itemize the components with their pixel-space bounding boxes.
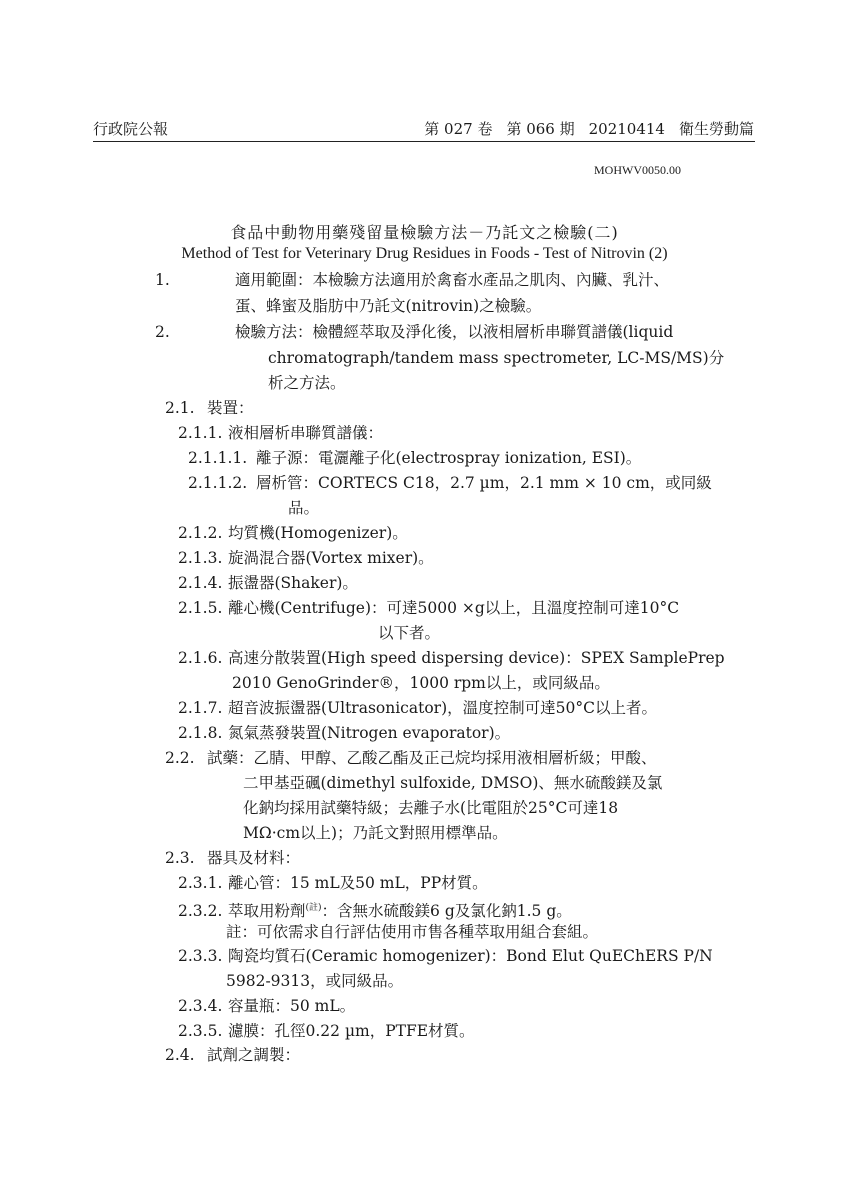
body-line	[178, 598, 679, 618]
body-line	[226, 971, 403, 991]
section-number: 2.1.1.1.	[188, 449, 248, 467]
body-line	[165, 398, 254, 418]
section-number: 2.3.2.	[178, 902, 223, 921]
line-text-continued: ：含無水硫酸鎂6 g及氯化鈉1.5 g。	[321, 902, 572, 921]
body-line	[243, 798, 618, 818]
title-chinese: 食品中動物用藥殘留量檢驗方法－乃託文之檢驗(二)	[230, 223, 619, 242]
line-text: 濾膜：孔徑0.22 µm，PTFE材質。	[228, 1022, 475, 1040]
line-text: 品。	[288, 499, 320, 517]
section-number: 2.3.5.	[178, 1022, 223, 1040]
line-text: 2010 GenoGrinder®，1000 rpm以上，或同級品。	[232, 674, 610, 692]
title-english: Method of Test for Veterinary Drug Residues in Foods - Test of Nitrovin (2)	[181, 245, 668, 262]
body-line	[288, 498, 319, 518]
line-text: 層析管：CORTECS C18，2.7 µm，2.1 mm × 10 cm，或同級	[256, 474, 712, 492]
gazette-name: 行政院公報	[93, 120, 169, 138]
line-text: 高速分散裝置(High speed dispersing device)：SPEX SamplePrep	[228, 649, 725, 667]
body-line	[178, 723, 510, 743]
issue-label: 第 066 期	[506, 120, 575, 138]
body-line	[268, 348, 724, 368]
body-line	[165, 748, 657, 768]
section-number: 2.1.5.	[178, 599, 223, 617]
body-line	[232, 673, 610, 693]
line-text: 析之方法。	[268, 374, 346, 392]
body-line	[178, 873, 488, 893]
body-line	[178, 648, 725, 668]
line-text: 化鈉均採用試藥特級；去離子水(比電阻於25°C可達18	[243, 799, 619, 817]
line-text: 試劑之調製：	[207, 1046, 301, 1064]
line-text: 試藥：乙腈、甲醇、乙酸乙酯及正己烷均採用液相層析級；甲酸、	[207, 749, 657, 767]
line-text: chromatograph/tandem mass spectrometer, LC-MS/MS)分	[268, 349, 725, 367]
line-text: 檢驗方法：檢體經萃取及淨化後，以液相層析串聯質譜儀(liquid	[235, 323, 674, 341]
line-text: 離心機(Centrifuge)：可達5000 ×g以上，且溫度控制可達10°C	[228, 599, 680, 617]
body-line	[178, 946, 713, 966]
line-text: 器具及材料：	[207, 849, 301, 867]
body-line	[178, 898, 572, 921]
line-text: 容量瓶：50 mL。	[228, 997, 356, 1015]
body-line	[155, 322, 673, 342]
line-text: 振盪器(Shaker)。	[228, 574, 358, 592]
body-line	[178, 698, 657, 718]
body-line	[243, 773, 662, 793]
body-line	[268, 373, 346, 393]
body-line	[378, 623, 440, 643]
section-number: 2.3.1.	[178, 874, 223, 892]
body-line	[243, 823, 508, 843]
footnote-marker: (註)	[305, 903, 322, 913]
section-number: 2.2.	[165, 749, 195, 767]
date-label: 20210414	[588, 120, 665, 138]
body-line	[178, 523, 408, 543]
volume-label: 第 027 卷	[424, 120, 493, 138]
section-number: 2.1.1.2.	[188, 474, 248, 492]
line-text: 萃取用粉劑	[228, 902, 306, 921]
line-text: MΩ·cm以上)；乃託文對照用標準品。	[243, 824, 508, 842]
line-text: 離子源：電灑離子化(electrospray ionization, ESI)。	[256, 449, 642, 467]
body-line	[165, 1045, 300, 1065]
body-line	[178, 996, 355, 1016]
line-text: 適用範圍：本檢驗方法適用於禽畜水產品之肌肉、內臟、乳汁、	[235, 271, 670, 289]
section-number: 2.3.	[165, 849, 195, 867]
line-text: 二甲基亞碸(dimethyl sulfoxide, DMSO)、無水硫酸鎂及氯	[243, 774, 663, 792]
line-text: 液相層析串聯質譜儀：	[228, 424, 384, 442]
line-text: 以下者。	[378, 624, 441, 642]
section-number: 2.1.4.	[178, 574, 223, 592]
section-number: 2.3.4.	[178, 997, 223, 1015]
line-text: 超音波振盪器(Ultrasonicator)，溫度控制可達50°C以上者。	[228, 699, 657, 717]
section-number: 2.1.7.	[178, 699, 223, 717]
section-number: 2.4.	[165, 1046, 195, 1064]
issue-info	[410, 120, 754, 138]
line-text: 旋渦混合器(Vortex mixer)。	[228, 549, 434, 567]
section-number: 2.1.1.	[178, 424, 223, 442]
body-line	[188, 448, 641, 468]
body-line	[178, 573, 358, 593]
body-line	[155, 270, 669, 290]
section-number: 2.3.3.	[178, 947, 223, 965]
line-text: 裝置：	[207, 399, 254, 417]
line-text: 離心管：15 mL及50 mL，PP材質。	[228, 874, 488, 892]
section-label: 衛生勞動篇	[678, 120, 754, 138]
line-text: 5982-9313，或同級品。	[226, 972, 404, 990]
line-text: 均質機(Homogenizer)。	[228, 524, 408, 542]
line-text: 陶瓷均質石(Ceramic homogenizer)：Bond Elut QuEChERS P/N	[228, 947, 713, 965]
section-number: 2.1.3.	[178, 549, 223, 567]
line-text: 氮氣蒸發裝置(Nitrogen evaporator)。	[228, 724, 511, 742]
section-number: 2.1.	[165, 399, 195, 417]
section-number: 2.1.6.	[178, 649, 223, 667]
line-text: 蛋、蜂蜜及脂肪中乃託文(nitrovin)之檢驗。	[235, 297, 542, 315]
section-number: 1.	[155, 271, 170, 289]
body-line	[178, 423, 383, 443]
body-line	[165, 848, 300, 868]
body-line	[235, 296, 541, 316]
line-text: 註：可依需求自行評估使用市售各種萃取用組合套組。	[226, 923, 599, 941]
body-line	[178, 548, 434, 568]
header-rule	[93, 141, 755, 142]
body-line	[188, 473, 712, 493]
body-line	[178, 1021, 475, 1041]
document-id: MOHWV0050.00	[594, 163, 681, 177]
section-number: 2.1.2.	[178, 524, 223, 542]
section-number: 2.1.8.	[178, 724, 223, 742]
body-line	[226, 922, 598, 942]
section-number: 2.	[155, 323, 170, 341]
